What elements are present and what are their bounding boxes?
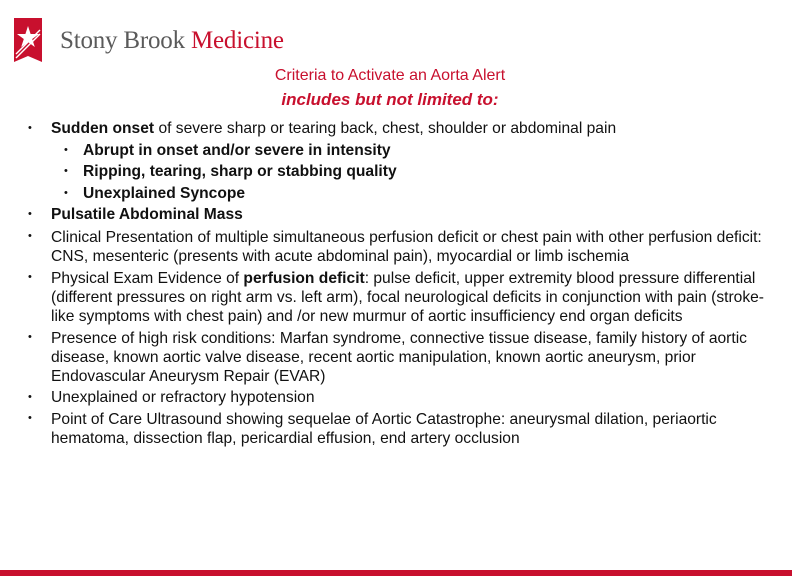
sub-item [24, 183, 764, 205]
bullet: • [28, 330, 32, 343]
list-item-sudden-onset [24, 118, 764, 140]
item-text: : pulse deficit, upper extremity blood pressure differential (different pressures on right arm vs. left arm), focal neurological deficits in conjunction with pain (stroke-like symptoms with chest pain) and /or new murmur of aortic insufficiency end organ deficits [51, 269, 765, 325]
item-bold-text: Sudden onset [51, 120, 155, 137]
stony-brook-logo [8, 16, 284, 64]
list-item-pulsatile-mass [24, 204, 764, 226]
list-item-hypotension [24, 387, 764, 409]
logo-text-stony-brook: Stony Brook [60, 26, 185, 54]
sub-item-text: Abrupt in onset and/or severe in intensity [83, 141, 391, 159]
bullet: • [64, 165, 68, 177]
bullet: • [64, 143, 68, 156]
sub-item [24, 140, 764, 162]
item-text: of severe sharp or tearing back, chest, shoulder or abdominal pain [154, 120, 617, 137]
bullet: • [28, 412, 32, 424]
logo-text-medicine: Medicine [190, 26, 284, 54]
sub-item-text: Unexplained Syncope [83, 184, 246, 202]
bullet: • [28, 390, 32, 403]
bullet: • [28, 208, 32, 220]
logo-wordmark [60, 28, 284, 53]
sub-item-text: Ripping, tearing, sharp or stabbing quality [83, 163, 397, 180]
item-text: Point of Care Ultrasound showing sequelae of Aortic Catastrophe: aneurysmal dilation, periaortic hematoma, dissection flap, pericardial effusion, end artery occlusion [51, 411, 717, 447]
bullet: • [28, 122, 32, 134]
item-bold-text: perfusion deficit [243, 269, 365, 287]
list-item-ultrasound [24, 408, 764, 449]
list-item-physical-exam [24, 267, 764, 327]
bottom-accent-bar [0, 570, 792, 576]
item-text: Presence of high risk conditions: Marfan syndrome, connective tissue disease, family history of aortic disease, known aortic valve disease, recent aortic manipulation, known aortic aneurysm, prior Endovascular Aneurysm Repair (EVAR) [51, 329, 747, 385]
bullet: • [28, 229, 32, 242]
list-item-high-risk-conditions [24, 327, 764, 387]
item-text: Unexplained or refractory hypotension [51, 388, 315, 406]
item-bold-text: Pulsatile Abdominal Mass [51, 206, 243, 223]
stony-brook-star-icon [8, 16, 48, 64]
criteria-list [24, 118, 764, 449]
bullet: • [28, 270, 32, 283]
item-text: Clinical Presentation of multiple simultaneous perfusion deficit or chest pain with other perfusion deficit: CNS, mesenteric (presents with acute abdominal pain), myocardial or limb ischemia [51, 228, 762, 265]
item-text: Physical Exam Evidence of [51, 269, 244, 287]
slide-subtitle: includes but not limited to: [281, 90, 499, 109]
sub-item [24, 161, 764, 183]
bullet: • [64, 186, 68, 199]
slide-title: Criteria to Activate an Aorta Alert [274, 67, 506, 84]
list-item-clinical-presentation [24, 226, 764, 267]
